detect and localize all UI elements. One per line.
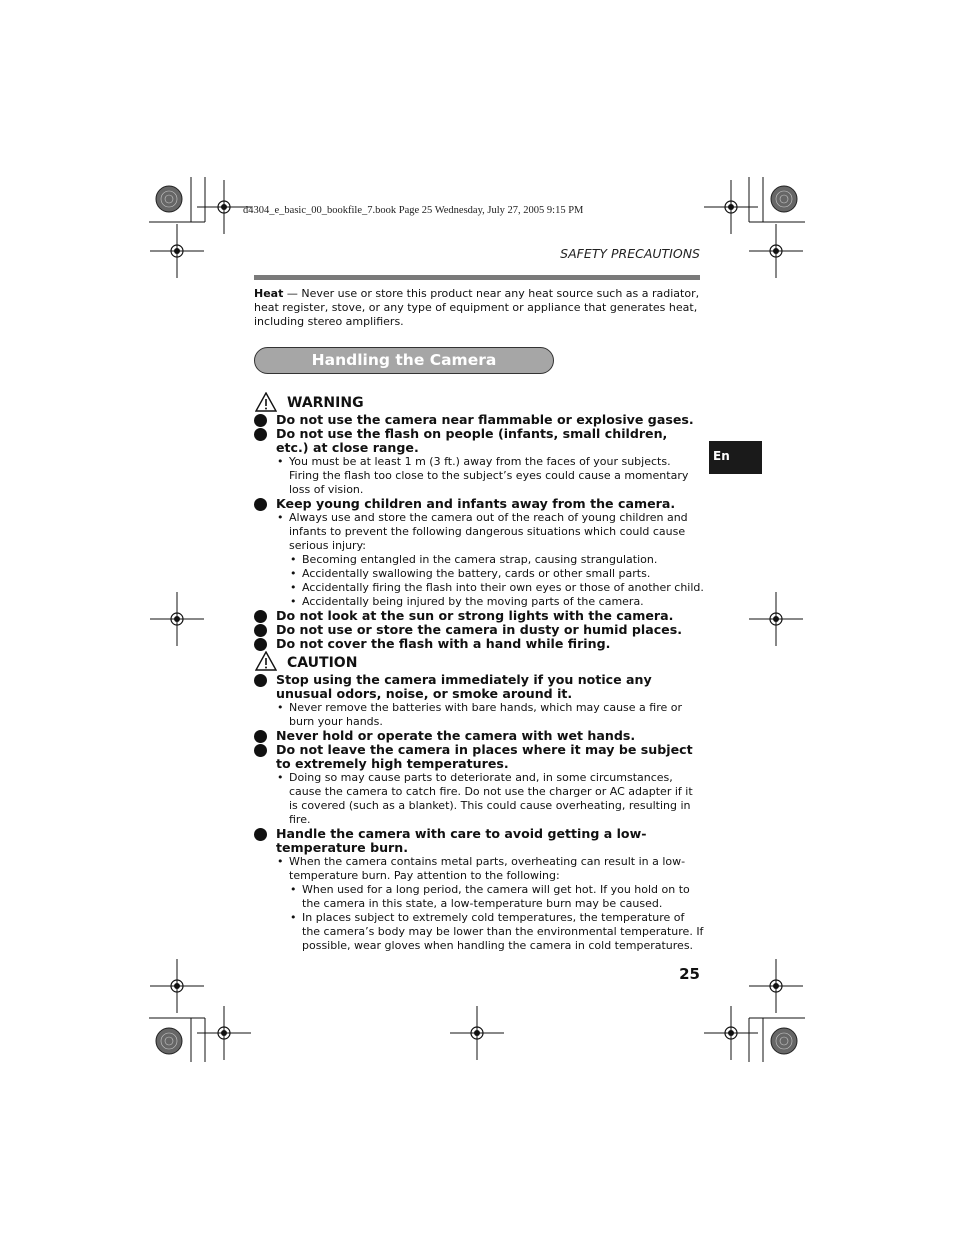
section-title: Handling the Camera: [311, 351, 497, 369]
list-item: Do not use the camera near flammable or explosive gases.: [254, 413, 704, 427]
warning-heading: WARNING: [287, 395, 364, 411]
registration-crosshair-icon: [450, 1006, 504, 1060]
list-subsubitem: • Accidentally being injured by the moving parts of the camera.: [290, 595, 644, 608]
header-rule: [254, 275, 700, 280]
registration-crosshair-icon: [749, 959, 803, 1013]
registration-crosshair-icon: [749, 592, 803, 646]
list-subsubitem: • Accidentally firing the flash into their own eyes or those of another child.: [290, 581, 704, 594]
list-subsubitem: • When used for a long period, the camera will get hot. If you hold on to the camera in this state, a low-temperature burn may be caused.: [290, 883, 690, 910]
registration-star-icon: [771, 186, 797, 212]
running-head: SAFETY PRECAUTIONS: [560, 246, 700, 261]
caution-list: [254, 673, 704, 953]
warning-list: [254, 413, 704, 651]
list-subsubitem: • Becoming entangled in the camera strap, causing strangulation.: [290, 553, 658, 566]
list-item: Do not use or store the camera in dusty or humid places.: [254, 623, 704, 637]
section-title-banner: [254, 347, 554, 374]
list-item: Never hold or operate the camera with wet hands.: [254, 729, 704, 743]
language-tab: [709, 441, 762, 474]
heat-paragraph: [254, 287, 704, 328]
registration-crosshair-icon: [749, 224, 803, 278]
warning-triangle-icon: [255, 392, 277, 412]
list-item: Do not leave the camera in places where it may be subject to extremely high temperatures.: [254, 743, 704, 771]
list-subsubitem: • Accidentally swallowing the battery, cards or other small parts.: [290, 567, 651, 580]
heat-term: Heat: [254, 287, 284, 300]
registration-star-icon: [156, 186, 182, 212]
page-number: 25: [679, 965, 700, 983]
registration-star-icon: [156, 1028, 182, 1054]
list-item: Do not use the flash on people (infants, small children, etc.) at close range.: [254, 427, 704, 455]
list-item: Keep young children and infants away from the camera.: [254, 497, 704, 511]
caution-heading: CAUTION: [287, 655, 358, 671]
list-item: Do not cover the flash with a hand while firing.: [254, 637, 704, 651]
print-header: d4304_e_basic_00_bookfile_7.book Page 25 Wednesday, July 27, 2005 9:15 PM: [243, 205, 584, 216]
list-subsubitem: • In places subject to extremely cold temperatures, the temperature of the camera’s body may be lower than the environmental temperature. If possible, wear gloves when handling the camera in cold temperatures.: [290, 911, 704, 952]
list-subitem: • When the camera contains metal parts, overheating can result in a low-temperature burn. Pay attention to the following:: [277, 855, 686, 882]
list-subitem: • Never remove the batteries with bare hands, which may cause a fire or burn your hands.: [277, 701, 683, 728]
list-subitem: • Always use and store the camera out of the reach of young children and infants to prevent the following dangerous situations which could cause serious injury:: [277, 511, 688, 552]
list-item: Stop using the camera immediately if you notice any unusual odors, noise, or smoke around it.: [254, 673, 704, 701]
registration-crosshair-icon: [704, 1006, 758, 1060]
registration-crosshair-icon: [704, 180, 758, 234]
registration-star-icon: [771, 1028, 797, 1054]
registration-crosshair-icon: [150, 959, 204, 1013]
list-item: Handle the camera with care to avoid getting a low-temperature burn.: [254, 827, 704, 855]
language-tab-label: En: [713, 449, 730, 463]
registration-crosshair-icon: [150, 592, 204, 646]
registration-crosshair-icon: [150, 224, 204, 278]
list-subitem: • Doing so may cause parts to deteriorate and, in some circumstances, cause the camera to catch fire. Do not use the charger or AC adapter if it is covered (such as a blanket). This could cause overheating, resulting in fire.: [277, 771, 693, 826]
heat-text: — Never use or store this product near any heat source such as a radiator, heat register, stove, or any type of equipment or appliance that generates heat, including stereo amplifiers.: [254, 287, 700, 328]
list-item: Do not look at the sun or strong lights with the camera.: [254, 609, 704, 623]
caution-triangle-icon: [255, 651, 277, 671]
list-subitem: • You must be at least 1 m (3 ft.) away from the faces of your subjects. Firing the flash too close to the subject’s eyes could cause a momentary loss of vision.: [277, 455, 689, 496]
